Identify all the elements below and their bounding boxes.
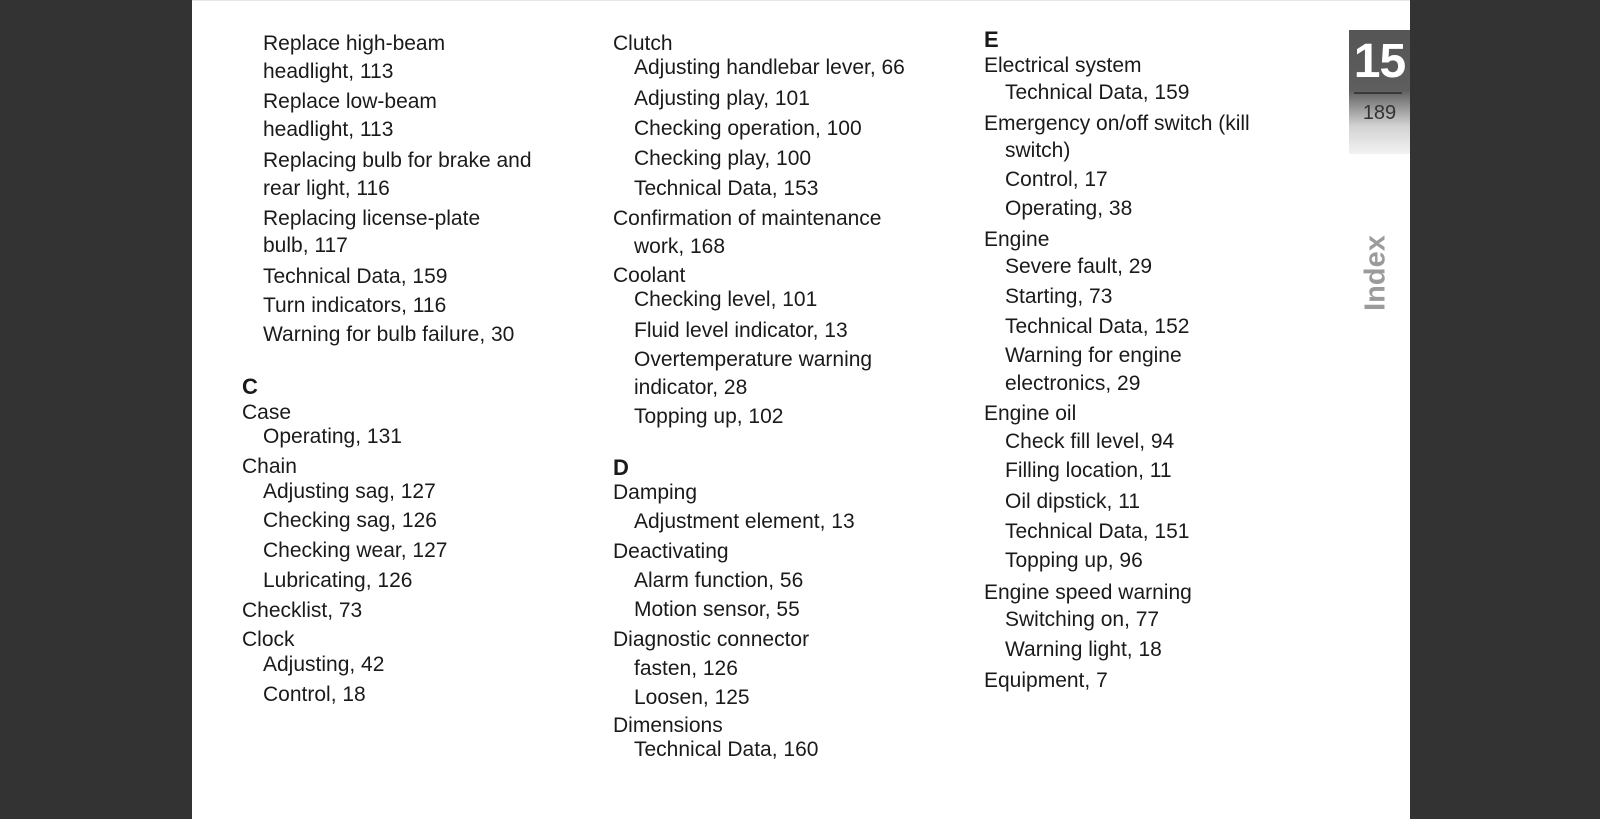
index-subentry: Overtemperature warning xyxy=(634,348,873,371)
index-subentry: Checking sag, 126 xyxy=(263,509,437,532)
index-entry: Emergency on/off switch (kill xyxy=(984,112,1250,135)
index-subentry: Technical Data, 153 xyxy=(634,177,819,200)
index-subentry: Checking play, 100 xyxy=(634,147,812,170)
index-entry: Checklist, 73 xyxy=(242,599,363,622)
manual-page xyxy=(192,0,1410,819)
index-subentry: Adjusting sag, 127 xyxy=(263,480,436,503)
index-subentry: Warning for engine xyxy=(1005,344,1182,367)
section-label: Index xyxy=(1359,235,1392,311)
index-subentry: switch) xyxy=(1005,139,1071,162)
index-entry: Equipment, 7 xyxy=(984,669,1108,692)
index-letter-heading: E xyxy=(984,27,999,52)
index-entry: Chain xyxy=(242,455,297,478)
index-entry: Engine speed warning xyxy=(984,581,1192,604)
index-subentry: Technical Data, 151 xyxy=(1005,520,1190,543)
index-entry: Case xyxy=(242,401,292,424)
index-subentry: fasten, 126 xyxy=(634,657,738,680)
index-subentry: Checking level, 101 xyxy=(634,288,818,311)
index-subentry: headlight, 113 xyxy=(263,118,394,141)
index-subentry: Technical Data, 152 xyxy=(1005,315,1190,338)
index-subentry: indicator, 28 xyxy=(634,376,748,399)
index-subentry: Lubricating, 126 xyxy=(263,569,413,592)
index-letter-heading: D xyxy=(613,455,629,480)
index-entry: Coolant xyxy=(613,264,686,287)
index-subentry: Motion sensor, 55 xyxy=(634,598,800,621)
index-subentry: Technical Data, 160 xyxy=(634,738,819,761)
index-subentry: Operating, 38 xyxy=(1005,197,1133,220)
index-entry: Dimensions xyxy=(613,714,723,737)
index-subentry: Turn indicators, 116 xyxy=(263,294,447,317)
index-subentry: Checking operation, 100 xyxy=(634,117,862,140)
index-subentry: Starting, 73 xyxy=(1005,285,1113,308)
index-subentry: Replace high-beam xyxy=(263,32,446,55)
index-entry: Engine xyxy=(984,228,1050,251)
index-entry: Damping xyxy=(613,481,698,504)
page-number: 189 xyxy=(1362,102,1397,124)
index-subentry: Technical Data, 159 xyxy=(1005,81,1190,104)
index-subentry: Warning for bulb failure, 30 xyxy=(263,323,515,346)
index-subentry: Fluid level indicator, 13 xyxy=(634,319,848,342)
index-subentry: Adjustment element, 13 xyxy=(634,510,855,533)
index-subentry: bulb, 117 xyxy=(263,234,348,257)
index-subentry: Severe fault, 29 xyxy=(1005,255,1153,278)
index-entry: Electrical system xyxy=(984,54,1142,77)
index-letter-heading: C xyxy=(242,374,258,399)
index-subentry: Filling location, 11 xyxy=(1005,459,1172,482)
index-entry: Engine oil xyxy=(984,402,1077,425)
index-subentry: Adjusting, 42 xyxy=(263,653,385,676)
index-subentry: Control, 18 xyxy=(263,683,366,706)
index-subentry: Replacing bulb for brake and xyxy=(263,149,532,172)
index-subentry: Control, 17 xyxy=(1005,168,1108,191)
index-subentry: Check fill level, 94 xyxy=(1005,430,1175,453)
index-entry: Clock xyxy=(242,628,295,651)
index-entry: Clutch xyxy=(613,32,673,55)
index-subentry: electronics, 29 xyxy=(1005,372,1141,395)
index-subentry: Adjusting play, 101 xyxy=(634,87,810,110)
index-subentry: work, 168 xyxy=(634,235,726,258)
index-subentry: Checking wear, 127 xyxy=(263,539,448,562)
index-subentry: Topping up, 102 xyxy=(634,405,784,428)
index-subentry: Switching on, 77 xyxy=(1005,608,1160,631)
index-subentry: Replace low-beam xyxy=(263,90,437,113)
index-subentry: rear light, 116 xyxy=(263,177,390,200)
index-entry: Diagnostic connector xyxy=(613,628,810,651)
index-subentry: Warning light, 18 xyxy=(1005,638,1162,661)
index-subentry: headlight, 113 xyxy=(263,60,394,83)
index-subentry: Adjusting handlebar lever, 66 xyxy=(634,56,905,79)
index-subentry: Loosen, 125 xyxy=(634,686,750,709)
index-subentry: Alarm function, 56 xyxy=(634,569,804,592)
index-entry: Deactivating xyxy=(613,540,729,563)
index-subentry: Technical Data, 159 xyxy=(263,265,448,288)
chapter-number: 15 xyxy=(1353,35,1406,88)
index-subentry: Topping up, 96 xyxy=(1005,549,1143,572)
index-subentry: Oil dipstick, 11 xyxy=(1005,490,1140,513)
index-subentry: Operating, 131 xyxy=(263,425,402,448)
index-entry: Confirmation of maintenance xyxy=(613,207,882,230)
tab-divider xyxy=(1354,92,1402,94)
chapter-tab xyxy=(1349,30,1410,154)
index-subentry: Replacing license-plate xyxy=(263,207,481,230)
